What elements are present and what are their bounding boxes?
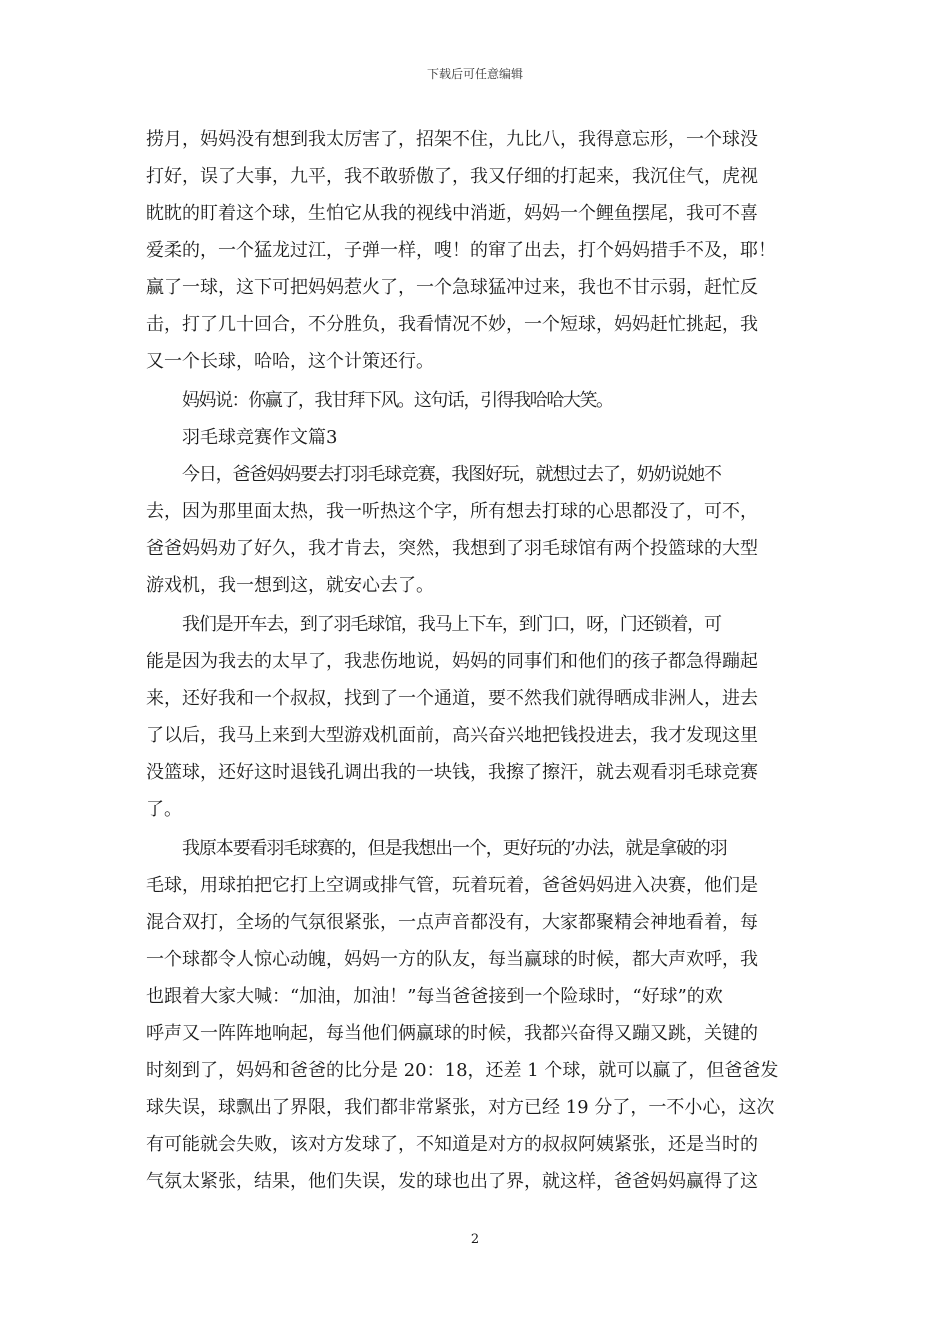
text-line: 气氛太紧张，结果，他们失误，发的球也出了界，就这样，爸爸妈妈赢得了这: [146, 1171, 758, 1192]
text-line: 呼声又一阵阵地响起，每当他们俩赢球的时候，我都兴奋得又蹦又跳，关键的: [146, 1023, 758, 1044]
text-line: 游戏机，我一想到这，就安心去了。: [146, 575, 434, 596]
text-line: 混合双打，全场的气氛很紧张，一点声音都没有，大家都聚精会神地看着，每: [146, 912, 758, 933]
text-line: 能是因为我去的太早了，我悲伤地说，妈妈的同事们和他们的孩子都急得蹦起: [146, 651, 758, 672]
text-line: 爸爸妈妈劝了好久，我才肯去，突然，我想到了羽毛球馆有两个投篮球的大型: [146, 538, 758, 559]
text-line: 捞月，妈妈没有想到我太厉害了，招架不住，九比八，我得意忘形，一个球没: [146, 129, 758, 150]
text-line: 我们是开车去，到了羽毛球馆，我马上下车，到门口，呀，门还锁着，可: [182, 614, 721, 635]
text-line: 今日，爸爸妈妈要去打羽毛球竞赛，我图好玩，就想过去了，奶奶说她不: [182, 464, 721, 485]
text-line: 时刻到了，妈妈和爸爸的比分是 20：18，还差 1 个球，就可以赢了，但爸爸发: [146, 1060, 779, 1081]
text-line: 也跟着大家大喊：“加油，加油！”每当爸爸接到一个险球时，“好球”的欢: [146, 986, 723, 1007]
text-line: 我原本要看羽毛球赛的，但是我想出一个，更好玩的’办法，就是拿破的羽: [182, 838, 727, 859]
text-line: 了以后，我马上来到大型游戏机面前，高兴奋兴地把钱投进去，我才发现这里: [146, 725, 758, 746]
text-line: 没篮球，还好这时退钱孔调出我的一块钱，我擦了擦汗，就去观看羽毛球竞赛: [146, 762, 758, 783]
text-line: 击，打了几十回合，不分胜负，我看情况不妙，一个短球，妈妈赶忙挑起，我: [146, 314, 758, 335]
page-number: 2: [470, 1232, 480, 1247]
text-line: 去，因为那里面太热，我一听热这个字，所有想去打球的心思都没了，可不，: [146, 501, 758, 522]
page-header: 下载后可任意编辑: [426, 67, 523, 81]
text-line: 眈眈的盯着这个球，生怕它从我的视线中消逝，妈妈一个鲤鱼摆尾，我可不喜: [146, 203, 758, 224]
text-line: 又一个长球，哈哈，这个计策还行。: [146, 351, 434, 372]
text-line: 妈妈说：你赢了，我甘拜下风。这句话，引得我哈哈大笑。: [182, 390, 613, 411]
text-line: 球失误，球飘出了界限，我们都非常紧张，对方已经 19 分了，一不小心，这次: [146, 1097, 775, 1118]
text-line: 打好，误了大事，九平，我不敢骄傲了，我又仔细的打起来，我沉住气，虎视: [146, 166, 758, 187]
text-line: 了。: [146, 799, 182, 820]
text-line: 毛球，用球拍把它打上空调或排气管，玩着玩着，爸爸妈妈进入决赛，他们是: [146, 875, 758, 896]
text-line: 有可能就会失败，该对方发球了，不知道是对方的叔叔阿姨紧张，还是当时的: [146, 1134, 758, 1155]
text-line: 一个球都令人惊心动魄，妈妈一方的队友，每当赢球的时候，都大声欢呼，我: [146, 949, 758, 970]
section-heading: 羽毛球竞赛作文篇3: [182, 427, 338, 448]
text-line: 来，还好我和一个叔叔，找到了一个通道，要不然我们就得晒成非洲人，进去: [146, 688, 758, 709]
text-line: 赢了一球，这下可把妈妈惹火了，一个急球猛冲过来，我也不甘示弱，赶忙反: [146, 277, 758, 298]
text-line: 爱柔的，一个猛龙过江，子弹一样，嗖！的窜了出去，打个妈妈措手不及，耶！: [146, 240, 776, 261]
